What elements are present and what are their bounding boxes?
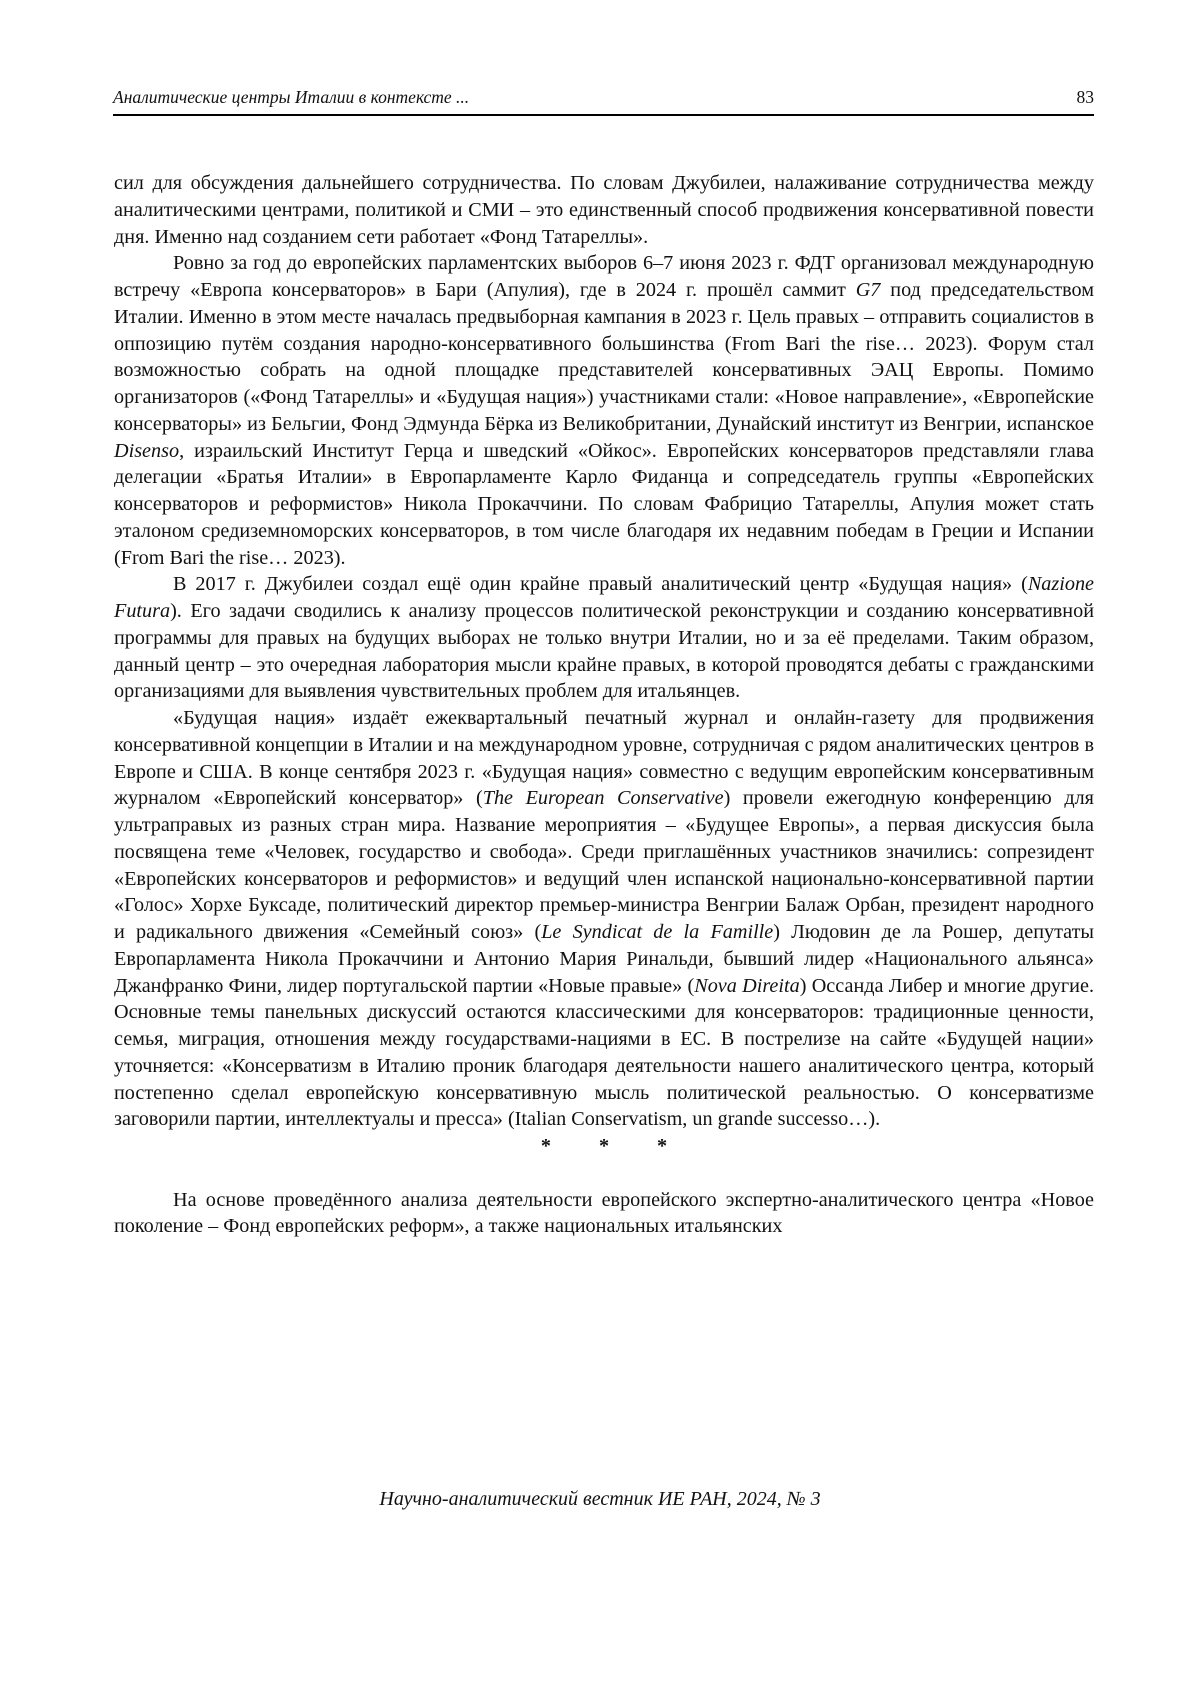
section-separator xyxy=(114,1133,1094,1160)
journal-footer: Научно-аналитический вестник ИЕ РАН, 2024, № 3 xyxy=(379,1488,821,1510)
paragraph-p2 xyxy=(114,250,1094,571)
text-run: В 2017 г. Джубилеи создал ещё один крайне правый аналитический центр «Будущая нация» ( xyxy=(173,573,1028,596)
text-run: «Будущая нация» издаёт ежеквартальный печатный журнал и онлайн-газету для продвижения консервативной концепции в Италии и на международном уровне, сотрудничая с рядом аналитических центров в Европе и США. В конце сентября 2023 г. «Будущая нация» совместно с ведущим европейским консервативным журналом «Европейский консерватор» ( xyxy=(114,707,1094,810)
italic-term: Nazione Futura xyxy=(114,573,1094,622)
paragraph-p3 xyxy=(114,571,1094,705)
paragraph-p5 xyxy=(114,1187,1094,1241)
italic-term: Le Syndicat de la Famille xyxy=(541,921,774,943)
page-number: 83 xyxy=(1076,87,1094,107)
text-run: На основе проведённого анализа деятельности европейского экспертно-аналитического центра «Новое поколение – Фонд европейских реформ», а также национальных итальянских xyxy=(114,1188,1094,1238)
text-run: ). Его задачи сводились к анализу процессов политической реконструкции и созданию консервативной программы для правых на будущих выборах не только внутри Италии, но и за её пределами. Таким образом, данный центр – это очередная лаборатория мысли крайне правых, в которой проводятся дебаты с гражданскими организациями для выявления чувствительных проблем для итальянцев. xyxy=(114,600,1094,703)
italic-term: Disenso xyxy=(114,439,180,462)
text-run: сил для обсуждения дальнейшего сотрудничества. По словам Джубилеи, налаживание сотрудничества между аналитическими центрами, политикой и СМИ – это единственный способ продвижения консервативной повести дня. Именно над созданием сети работает «Фонд Татареллы». xyxy=(114,172,1094,248)
paragraph-p1 xyxy=(114,170,1094,250)
article-body xyxy=(114,170,1094,1240)
italic-term: The European Conservative xyxy=(482,787,724,810)
asterisk-separator-icon: * xyxy=(540,1135,551,1157)
text-run: ) провели ежегодную конференцию для ультраправых из разных стран мира. Название мероприятия – «Будущее Европы», а первая дискуссия была посвящена теме «Человек, государство и свобода». Среди приглашённых участников значились: сопрезидент «Европейских консерваторов и реформистов» и ведущий член испанской национально-консервативной партии «Голос» Хорхе Буксаде, политический директор премьер-министра Венгрии Балаж Орбан, президент народного и радикального движения «Семейный союз» ( xyxy=(114,787,1094,943)
paragraph-list xyxy=(114,170,1094,1133)
text-run: под председательством Италии. Именно в этом месте началась предвыборная кампания в 2023 г. Цель правых – отправить социалистов в оппозицию путём создания народно-консервативного большинства (From Bari the rise… 2023). Форум стал возможностью собрать на одной площадке представителей консервативных ЭАЦ Европы. Помимо организаторов («Фонд Татареллы» и «Будущая нация») участниками стали: «Новое направление», «Европейские консерваторы» из Бельгии, Фонд Эдмунда Бёрка из Великобритании, Дунайский институт из Венгрии, испанское xyxy=(114,279,1094,435)
text-run: ) Оссанда Либер и многие другие. Основные темы панельных дискуссий остаются классическими для консерваторов: традиционные ценности, семья, миграция, отношения между государствами-нациями в ЕС. В пострелизе на сайте «Будущей нации» уточняется: «Консерватизм в Италию проник благодаря деятельности нашего аналитического центра, который постепенно сделал европейскую консервативную мысль политической реальностью. О консерватизме заговорили партии, интеллектуалы и пресса» (Italian Conservatism, un grande successo…). xyxy=(114,974,1094,1131)
text-run: , израильский Институт Герца и шведский «Ойкос». Европейских консерваторов представляли глава делегации «Братья Италии» в Европарламенте Карло Фиданца и сопредседатель группы «Европейских консерваторов и реформистов» Никола Прокаччини. По словам Фабрицио Татареллы, Апулия может стать эталоном средиземноморских консерваторов, в том числе благодаря их недавним победам в Греции и Испании (From Bari the rise… 2023). xyxy=(114,439,1094,569)
text-run: ) Людовин де ла Рошер, депутаты Европарламента Никола Прокаччини и Антонио Мария Ринальди, бывший лидер «Национального альянса» Джанфранко Фини, лидер португальской партии «Новые правые» ( xyxy=(114,921,1094,997)
asterisk-separator-icon: * xyxy=(657,1135,668,1157)
closing-paragraph-container xyxy=(114,1187,1094,1241)
italic-term: G7 xyxy=(855,279,881,301)
text-run: Ровно за год до европейских парламентских выборов 6–7 июня 2023 г. ФДТ организовал международную встречу «Европа консерваторов» в Бари (Апулия), где в 2024 г. прошёл саммит xyxy=(114,252,1094,301)
header-title: Аналитические центры Италии в контексте ... xyxy=(113,87,470,107)
italic-term: Nova Direita xyxy=(694,974,800,997)
asterisk-separator-icon: * xyxy=(598,1135,610,1157)
running-header xyxy=(113,84,1094,116)
paragraph-p4 xyxy=(114,705,1094,1133)
